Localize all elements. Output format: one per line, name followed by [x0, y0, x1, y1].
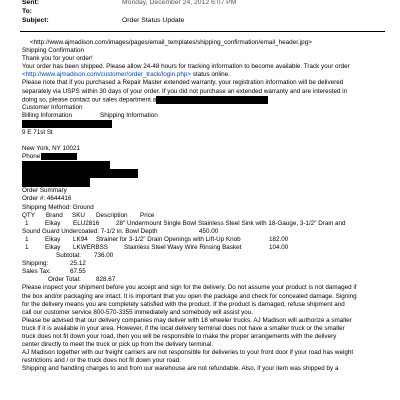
phone-label: Phone	[22, 153, 41, 161]
subject-value: Order Status Update	[122, 17, 185, 24]
warranty-line-3	[22, 96, 394, 104]
sku-header: SKU	[72, 211, 85, 219]
table-row	[22, 220, 394, 228]
address-city: New York, NY 10021	[22, 145, 80, 153]
redacted-line-1	[22, 161, 110, 169]
sales-tax-label: Sales Tax:	[22, 268, 51, 276]
notice-text: for the delivery means you are completely satisfied with the product. If the product is damaged, refuse shipment and	[22, 300, 345, 308]
shipping-label: Shipping:	[22, 260, 49, 268]
item-brand: Elkay	[45, 219, 61, 227]
item-qty: 1	[25, 243, 29, 251]
order-summary-heading: Order Summary	[22, 187, 67, 195]
thank-you-text: Thank you for your order!	[22, 55, 93, 63]
description-header: Description	[96, 211, 128, 219]
price-header: Price	[140, 211, 155, 219]
notice-text: truck does not fit down your road, then you will be responsible to make the proper arrangements with the delivery	[22, 333, 337, 340]
notice-text: Shipping and handling charges to and from our warehouse are not refundable. Also, if your item was shipped by a	[22, 365, 339, 373]
address-street: 9 E 71st St	[22, 128, 53, 136]
item-price: 182.00	[269, 235, 289, 243]
item-price: 450.00	[199, 227, 219, 235]
subtotal-row	[22, 252, 394, 260]
redacted-line-2	[22, 169, 138, 178]
table-row	[22, 244, 394, 252]
header-divider	[20, 31, 385, 32]
order-total-value: 828.67	[96, 276, 116, 284]
shipping-row	[22, 260, 394, 268]
notice-text: AJ Madison together with our freight carriers are not responsible for deliveries to your front door if your road has weight	[22, 349, 354, 357]
billing-shipping-headings	[22, 112, 394, 120]
redacted-block	[156, 96, 268, 104]
item-sku: LK94	[73, 235, 88, 243]
customer-information-heading: Customer Information	[22, 103, 83, 111]
subject-label: Subject:	[22, 17, 49, 24]
notice-text: truck if it is available in your area. However, if the local delivery terminal does not have a smaller truck or the smaller	[22, 324, 345, 332]
notice-text: Please be advised that our delivery companies may deliver with 18 wheeler trucks. AJ Madison will authorize a smaller	[22, 316, 352, 324]
to-row	[22, 8, 382, 17]
email-header	[22, 0, 382, 26]
sent-value: Monday, December 24, 2012 6:07 PM	[122, 0, 237, 6]
email-body	[22, 39, 394, 373]
item-description-cont: Sound Guard Undercoated: 7-1/2 in. Bowl Depth	[22, 227, 158, 235]
shipping-value: 25.12	[70, 260, 86, 268]
status-online-text: status online.	[191, 71, 230, 79]
shipping-method: Shipping Method: Ground	[22, 203, 94, 211]
item-brand: Elkay	[45, 235, 61, 243]
item-sku: LKWERBSS	[73, 243, 108, 251]
subject-row	[22, 17, 382, 26]
to-label: To:	[22, 8, 33, 15]
billing-name-line	[22, 120, 394, 129]
table-row	[22, 236, 394, 244]
items-header	[22, 212, 394, 220]
order-total-row	[22, 276, 394, 284]
warranty-text-2: separately via USPS within 30 days of your order. If you did not purchase an extended warranty and are interested in	[22, 87, 348, 95]
shipped-text: Your order has been shipped. Please allow 24-48 hours for tracking information to become available. Track your order	[22, 63, 350, 71]
notice-text: call our customer service 800-570-3355 immediately and somebody will assist you.	[22, 308, 253, 316]
qty-header: QTY	[22, 211, 35, 219]
redacted-name	[22, 120, 112, 128]
redacted-phone	[41, 153, 77, 160]
track-line	[22, 71, 394, 79]
item-brand: Elkay	[45, 243, 61, 251]
item-description: Stainless Steel Wavy Wire Rinsing Basket	[124, 243, 242, 251]
item-price: 104.00	[269, 243, 289, 251]
notice-text: center directly to meet the truck or pick up from the delivery terminal.	[22, 341, 214, 349]
item-description: Strainer for 3-1/2" Drain Openings with Lift-Up Knob	[96, 235, 241, 243]
shipping-information-heading: Shipping Information	[100, 111, 158, 119]
notice-text: the box and/or packaging are intact. It is important that you open the package and check for concealed damage. Signing	[22, 292, 357, 300]
sales-tax-value: 67.55	[70, 268, 86, 276]
item-description: 28" Undermount Single Bowl Stainless Steel Sink with 18-Gauge, 3-1/2" Drain and	[116, 219, 346, 227]
warranty-text-3: doing so, please contact our sales department a	[22, 96, 157, 104]
tax-row	[22, 268, 394, 276]
item-qty: 1	[25, 235, 29, 243]
item-qty: 1	[25, 219, 29, 227]
table-row-continuation	[22, 228, 394, 236]
header-image-url: <http://www.ajmadison.com/images/pages/email_templates/shipping_confirmation/email_header.jpg>	[30, 39, 312, 46]
track-order-link[interactable]: <http://www.ajmadison.com/customer/order_track/login.php>	[22, 71, 192, 79]
order-number: Order #: 4644416	[22, 195, 72, 203]
sent-row	[22, 0, 382, 8]
brand-header: Brand	[46, 211, 63, 219]
billing-information-heading: Billing Information	[22, 111, 73, 119]
sent-label: Sent:	[22, 0, 39, 6]
subtotal-label: Subtotal:	[56, 252, 81, 260]
order-total-label: Order Total:	[48, 276, 81, 284]
redacted-line-3	[22, 178, 90, 187]
phone-line	[22, 153, 394, 161]
warranty-text-1: Please note that if you purchased a Repair Master extended warranty, your registration information will be delivered	[22, 79, 344, 87]
redacted-address-block	[22, 161, 394, 187]
notice-text: Please inspect your shipment before you accept and sign for the delivery. Do not assume your product is not damaged if	[22, 284, 357, 292]
shipping-confirmation-heading: Shipping Confirmation	[22, 47, 84, 55]
item-sku: ELU2816	[73, 219, 100, 227]
notice-text: restrictions and / or the truck does not fit down your road.	[22, 357, 181, 365]
blank-line	[22, 137, 394, 145]
subtotal-value: 736.00	[94, 252, 114, 260]
